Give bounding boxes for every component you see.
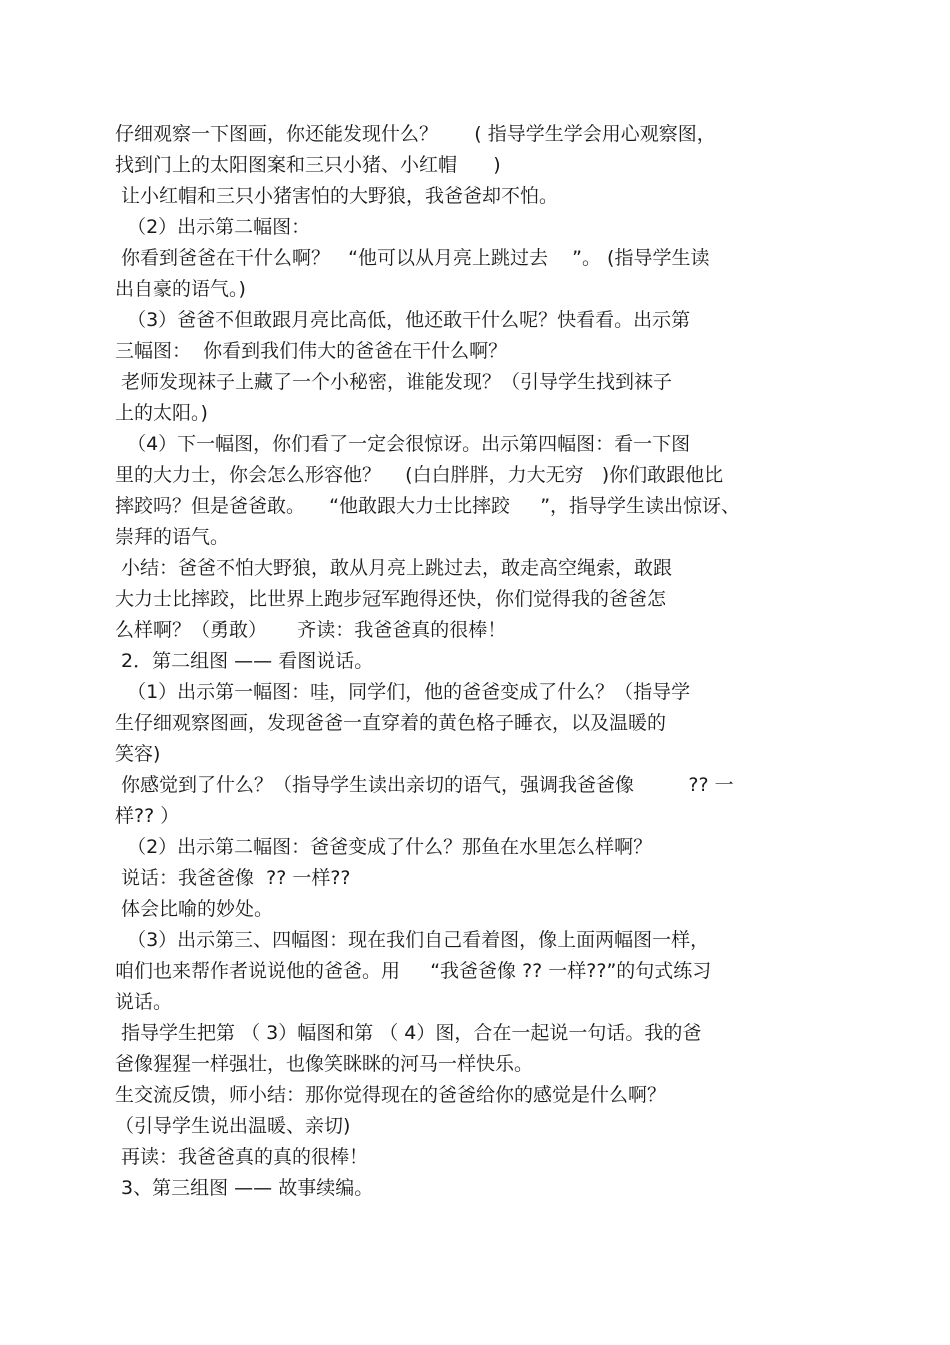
section-heading: 3、第三组图 —— 故事续编。 (115, 1177, 374, 1199)
text-line: 体会比喻的妙处。 (115, 898, 274, 920)
text-line: 崇拜的语气。 (115, 526, 230, 548)
text-line: 说话：我爸爸像 ?? 一样?? (115, 867, 351, 889)
text-line: 里的大力士，你会怎么形容他？ (白白胖胖，力大无穷 )你们敢跟他比 (115, 464, 724, 486)
text-line: （4）下一幅图，你们看了一定会很惊讶。出示第四幅图：看一下图 (115, 433, 691, 455)
text-line: 老师发现袜子上藏了一个小秘密，谁能发现？（引导学生找到袜子 (115, 371, 673, 393)
text-line: 你感觉到了什么？（指导学生读出亲切的语气，强调我爸爸像 ?? 一 (115, 774, 734, 796)
text-line: 么样啊？（勇敢） 齐读：我爸爸真的很棒！ (115, 619, 507, 641)
text-line: 你看到爸爸在干什么啊？ “他可以从月亮上跳过去 ”。 (指导学生读 (115, 247, 710, 269)
text-line: 仔细观察一下图画，你还能发现什么？ ( 指导学生学会用心观察图， (115, 123, 716, 145)
text-line: 说话。 (115, 991, 173, 1013)
text-line: （引导学生说出温暖、亲切) (115, 1115, 351, 1137)
text-line: 样?? ） (115, 805, 180, 827)
text-line: 摔跤吗？但是爸爸敢。 “他敢跟大力士比摔跤 ”，指导学生读出惊讶、 (115, 495, 741, 517)
text-line: 再读：我爸爸真的真的很棒！ (115, 1146, 369, 1168)
text-line: 让小红帽和三只小猪害怕的大野狼，我爸爸却不怕。 (115, 185, 559, 207)
text-line: 咱们也来帮作者说说他的爸爸。用 “我爸爸像 ?? 一样??”的句式练习 (115, 960, 712, 982)
text-line: （3）爸爸不但敢跟月亮比高低，他还敢干什么呢？快看看。出示第 (115, 309, 691, 331)
text-line: 出自豪的语气。) (115, 278, 246, 300)
section-heading: 2．第二组图 —— 看图说话。 (115, 650, 374, 672)
text-line: （2）出示第二幅图：爸爸变成了什么？那鱼在水里怎么样啊？ (115, 836, 653, 858)
text-line: 上的太阳。) (115, 402, 208, 424)
text-line: 三幅图： 你看到我们伟大的爸爸在干什么啊？ (115, 340, 508, 362)
text-line: 爸像猩猩一样强壮，也像笑眯眯的河马一样快乐。 (115, 1053, 534, 1075)
text-line: 小结：爸爸不怕大野狼，敢从月亮上跳过去，敢走高空绳索，敢跟 (115, 557, 673, 579)
text-line: （1）出示第一幅图：哇，同学们，他的爸爸变成了什么？（指导学 (115, 681, 691, 703)
text-line: 找到门上的太阳图案和三只小猪、小红帽 ) (115, 154, 501, 176)
text-line: 指导学生把第 （ 3）幅图和第 （ 4）图，合在一起说一句话。我的爸 (115, 1022, 702, 1044)
text-line: （2）出示第二幅图： (115, 216, 311, 238)
text-line: 生仔细观察图画，发现爸爸一直穿着的黄色格子睡衣，以及温暖的 (115, 712, 667, 734)
text-line: （3）出示第三、四幅图：现在我们自己看着图，像上面两幅图一样， (115, 929, 710, 951)
text-line: 笑容) (115, 743, 161, 765)
text-line: 生交流反馈，师小结：那你觉得现在的爸爸给你的感觉是什么啊？ (115, 1084, 667, 1106)
text-line: 大力士比摔跤，比世界上跑步冠军跑得还快，你们觉得我的爸爸怎 (115, 588, 667, 610)
